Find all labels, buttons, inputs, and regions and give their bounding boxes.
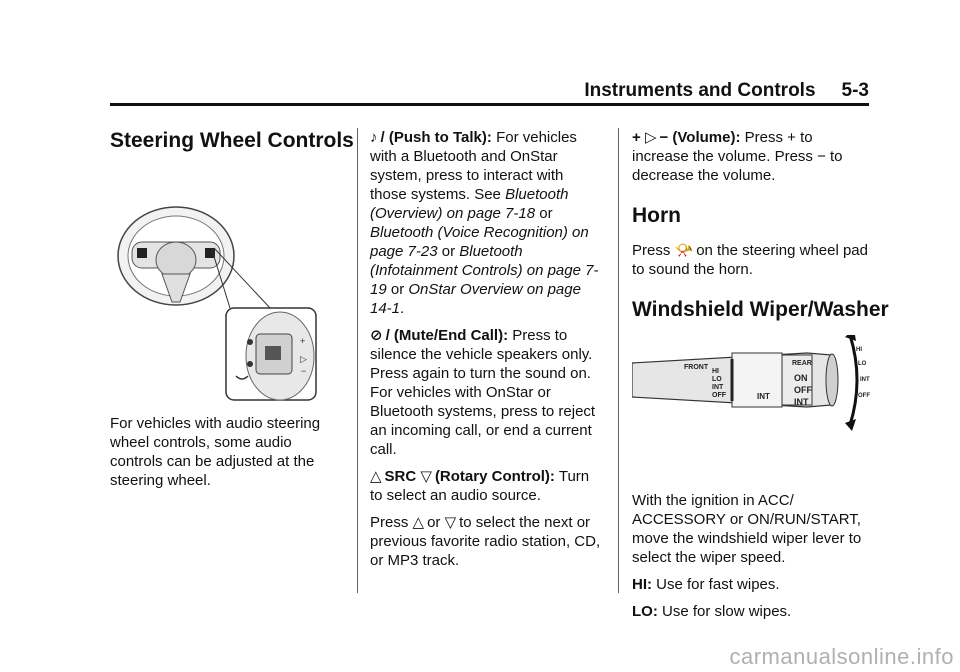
svg-text:INT: INT — [860, 377, 870, 383]
int-big-label: INT — [757, 392, 770, 401]
mute-label: / (Mute/End Call): — [385, 327, 509, 344]
src-text: Turn to select an audio source. — [370, 468, 590, 504]
rear-label: REAR — [792, 360, 812, 367]
wiper-lever-illustration — [632, 335, 872, 475]
ref-link[interactable]: OnStar Overview on page 14-1 — [370, 281, 581, 317]
svg-text:▷: ▷ — [300, 354, 307, 364]
hi-speed-text: Use for fast wipes. — [656, 576, 780, 593]
int-label: INT — [712, 384, 724, 391]
watermark: carmanualsonline.info — [729, 644, 954, 669]
up-arrow-icon: △ — [412, 514, 425, 531]
on-label: ON — [794, 373, 808, 383]
push-to-talk-label: / (Push to Talk): — [380, 129, 492, 146]
svg-text:−: − — [301, 366, 307, 376]
hi-speed-label: HI: — [632, 576, 652, 593]
off-label: OFF — [712, 392, 726, 399]
hi-paragraph — [632, 575, 872, 594]
or-text: or — [427, 514, 441, 531]
section-title: Instruments and Controls — [584, 80, 816, 101]
column-divider — [618, 128, 619, 593]
int-label-2: INT — [794, 397, 809, 407]
column-2 — [370, 128, 602, 578]
wiper-intro: With the ignition in ACC/ ACCESSORY or ON/RUN/START, move the windshield wiper lever to select the wiper speed. — [632, 492, 862, 566]
hi-label: HI — [712, 368, 719, 375]
ref-link[interactable]: Bluetooth (Voice Recognition) on page 7-23 — [370, 224, 589, 260]
or-text: or — [539, 205, 553, 222]
page-number: 5-3 — [841, 80, 869, 101]
push-to-talk-text: For vehicles with a Bluetooth and OnStar system, press to interact with those systems. See — [370, 129, 577, 203]
steering-wheel-figure — [110, 174, 342, 404]
wiper-lever-figure — [632, 335, 872, 475]
or-text: or — [390, 281, 405, 298]
wiper-heading: Windshield Wiper/Washer — [632, 298, 889, 321]
down-arrow-icon: ▽ — [444, 514, 457, 531]
svg-text:HI: HI — [856, 347, 862, 353]
off-label-2: OFF — [794, 385, 812, 395]
svg-text:LO: LO — [858, 361, 867, 367]
steering-wheel-intro: For vehicles with audio steering wheel controls, some audio controls can be adjusted at the steering wheel. — [110, 415, 321, 489]
column-divider — [357, 128, 358, 593]
column-1 — [110, 128, 354, 498]
horn-heading: Horn — [632, 204, 681, 227]
lo-speed-label: LO: — [632, 603, 658, 620]
lo-label: LO — [712, 376, 722, 383]
mute-paragraph — [370, 326, 602, 459]
header-rule — [110, 103, 869, 106]
ref-link[interactable]: Bluetooth (Overview) on page 7-18 — [370, 186, 569, 222]
press-paragraph — [370, 513, 602, 570]
mute-icon: ⊘ — [370, 327, 383, 344]
steering-wheel-illustration — [110, 174, 342, 404]
horn-paragraph — [632, 241, 872, 279]
svg-text:+: + — [300, 336, 306, 346]
column-3 — [632, 128, 889, 629]
or-text: or — [441, 243, 456, 260]
push-to-talk-paragraph — [370, 128, 602, 318]
src-label: SRC — [384, 468, 417, 485]
volume-icon: ▷ — [644, 129, 657, 146]
rotary-label: (Rotary Control): — [434, 468, 555, 485]
horn-text: Press — [632, 242, 671, 259]
horn-icon: 📯 — [674, 242, 694, 259]
ref-link[interactable]: Bluetooth (Infotainment Controls) on page 7-19 — [370, 243, 599, 298]
lo-speed-text: Use for slow wipes. — [662, 603, 792, 620]
down-arrow-icon: ▽ — [420, 468, 432, 485]
period: . — [400, 300, 405, 317]
press-text: to select the next or previous favorite radio station, CD, or MP3 track. — [370, 514, 601, 569]
volume-label: − (Volume): — [659, 129, 741, 146]
steering-wheel-heading: Steering Wheel Controls — [110, 129, 354, 152]
press-text: Press — [370, 514, 409, 531]
push-to-talk-icon: ♪ — [370, 129, 378, 146]
volume-paragraph — [632, 128, 872, 185]
src-paragraph — [370, 467, 602, 505]
lo-paragraph — [632, 602, 872, 621]
up-arrow-icon: △ — [370, 468, 382, 485]
mute-text: Press to silence the vehicle speakers only. Press again to turn the sound on. For vehicles with OnStar or Bluetooth systems, press to reject an incoming call, or end a current call. — [370, 327, 596, 458]
volume-plus: + — [632, 129, 641, 146]
svg-text:OFF: OFF — [858, 393, 870, 399]
front-label: FRONT — [684, 364, 709, 371]
running-head — [584, 80, 869, 102]
horn-text: on the steering wheel pad to sound the horn. — [632, 242, 868, 278]
volume-text: Press + to increase the volume. Press − to decrease the volume. — [632, 129, 843, 184]
